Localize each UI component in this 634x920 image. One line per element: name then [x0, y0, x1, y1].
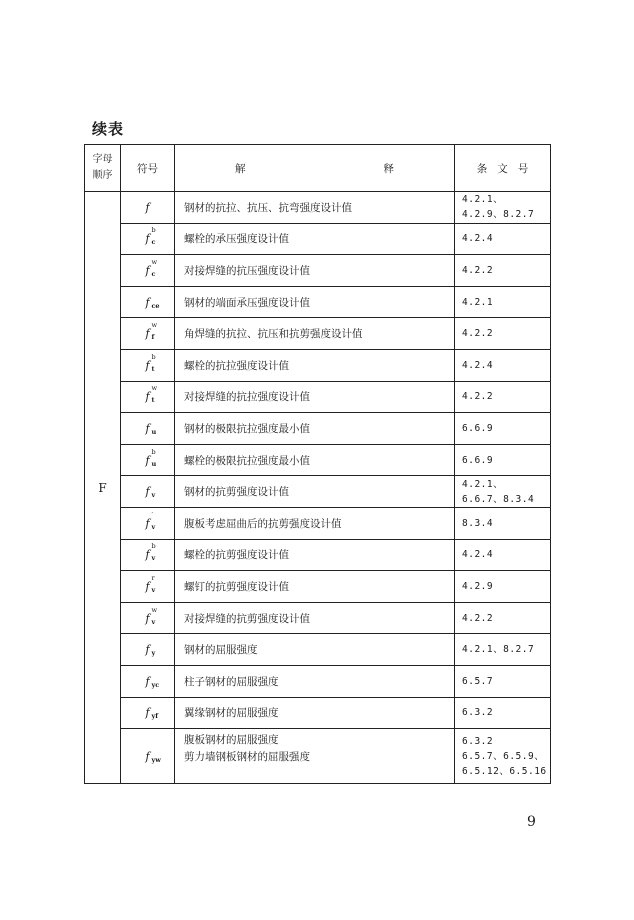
symbol-subscript: v [151, 491, 156, 500]
article-number-cell: 8.3.4 [455, 507, 551, 539]
table-row [85, 602, 551, 634]
article-number-cell: 4.2.1 [455, 286, 551, 318]
table-row [85, 255, 551, 287]
symbol-glyph: f b t [145, 352, 156, 373]
symbol-cell [121, 192, 175, 224]
header-article-number: 条文号 [455, 145, 551, 192]
table-row [85, 444, 551, 476]
symbol-subscript: v [151, 554, 156, 563]
symbol-subscript: yf [151, 712, 159, 721]
symbol-subscript: ce [151, 301, 160, 310]
table-row [85, 413, 551, 445]
symbol-superscript: w [151, 321, 158, 330]
symbol-glyph: f w v [145, 605, 158, 626]
article-number-cell: 4.2.1、 6.6.7、8.3.4 [455, 476, 551, 508]
symbol-subscript: c [151, 238, 156, 247]
symbol-cell [121, 634, 175, 666]
table-row [85, 192, 551, 224]
symbol-superscript: w [151, 257, 158, 266]
explanation-cell: 钢材的抗剪强度设计值 [175, 476, 455, 508]
article-number-cell: 6.3.2 [455, 697, 551, 729]
article-number-cell: 4.2.9 [455, 571, 551, 603]
article-number-cell: 4.2.2 [455, 255, 551, 287]
article-number-cell: 4.2.4 [455, 539, 551, 571]
table-row [85, 539, 551, 571]
header-explanation: 解 释 [175, 145, 455, 192]
symbol-glyph: f ′ v [145, 510, 156, 531]
symbol-superscript: b [151, 226, 156, 235]
symbol-glyph: f yc [145, 674, 160, 689]
symbol-glyph: f yw [145, 749, 161, 764]
symbol-subscript: yw [151, 755, 161, 764]
explanation-cell: 钢材的屈服强度 [175, 634, 455, 666]
explanation-cell: 钢材的端面承压强度设计值 [175, 286, 455, 318]
symbol-subscript: u [151, 459, 157, 468]
explanation-cell: 对接焊缝的抗剪强度设计值 [175, 602, 455, 634]
symbol-cell [121, 476, 175, 508]
symbol-cell [121, 286, 175, 318]
table-row [85, 697, 551, 729]
symbol-glyph: f w c [145, 257, 158, 278]
table-row [85, 665, 551, 697]
symbol-glyph: f [145, 200, 150, 214]
table-row [85, 507, 551, 539]
symbol-cell [121, 602, 175, 634]
symbol-cell [121, 571, 175, 603]
symbol-cell [121, 444, 175, 476]
symbol-cell [121, 697, 175, 729]
symbol-cell [121, 507, 175, 539]
explanation-cell: 对接焊缝的抗压强度设计值 [175, 255, 455, 287]
symbol-cell [121, 223, 175, 255]
explanation-cell: 角焊缝的抗拉、抗压和抗剪强度设计值 [175, 318, 455, 350]
table-header-row [85, 145, 551, 192]
article-number-cell: 4.2.2 [455, 602, 551, 634]
explanation-cell: 腹板钢材的屈服强度 剪力墙钢板钢材的屈服强度 [175, 729, 455, 784]
table-row [85, 729, 551, 784]
symbol-subscript: v [151, 585, 156, 594]
symbol-superscript: b [151, 352, 156, 361]
symbol-subscript: t [151, 396, 155, 405]
symbol-cell [121, 381, 175, 413]
table-row [85, 318, 551, 350]
symbol-superscript: w [151, 384, 158, 393]
table-row [85, 223, 551, 255]
article-number-cell: 6.6.9 [455, 444, 551, 476]
symbol-glyph: f w t [145, 384, 158, 405]
table-row [85, 381, 551, 413]
explanation-cell: 对接焊缝的抗拉强度设计值 [175, 381, 455, 413]
symbol-table [84, 144, 551, 784]
symbol-cell [121, 729, 175, 784]
explanation-cell: 螺栓的抗剪强度设计值 [175, 539, 455, 571]
symbol-glyph: f b v [145, 542, 156, 563]
symbol-subscript: yc [151, 680, 160, 689]
table-row [85, 571, 551, 603]
symbol-subscript: v [151, 522, 156, 531]
header-letter-order: 字母 顺序 [85, 145, 121, 192]
symbol-subscript: u [151, 427, 157, 436]
symbol-superscript: w [151, 605, 158, 614]
explanation-cell: 钢材的极限抗拉强度最小值 [175, 413, 455, 445]
symbol-glyph: f u [145, 421, 157, 436]
symbol-superscript: b [151, 542, 156, 551]
symbol-cell [121, 539, 175, 571]
header-symbol: 符号 [121, 145, 175, 192]
symbol-subscript: v [151, 617, 156, 626]
symbol-glyph: f w f [145, 321, 158, 342]
explanation-cell: 翼缘钢材的屈服强度 [175, 697, 455, 729]
article-number-cell: 6.6.9 [455, 413, 551, 445]
table-row [85, 634, 551, 666]
symbol-cell [121, 413, 175, 445]
article-number-cell: 4.2.1、 4.2.9、8.2.7 [455, 192, 551, 224]
explanation-cell: 螺栓的抗拉强度设计值 [175, 349, 455, 381]
page-number: 9 [527, 814, 536, 830]
table-row [85, 349, 551, 381]
symbol-subscript: y [151, 649, 156, 658]
explanation-cell: 钢材的抗拉、抗压、抗弯强度设计值 [175, 192, 455, 224]
symbol-subscript: f [151, 333, 155, 342]
table-row [85, 476, 551, 508]
symbol-glyph: f b c [145, 226, 156, 247]
article-number-cell: 4.2.1、8.2.7 [455, 634, 551, 666]
article-number-cell: 4.2.4 [455, 349, 551, 381]
article-number-cell: 6.5.7 [455, 665, 551, 697]
symbol-superscript: b [151, 447, 156, 456]
symbol-superscript: r [151, 573, 155, 582]
table-body [85, 192, 551, 784]
symbol-glyph: f b u [145, 447, 157, 468]
symbol-cell [121, 349, 175, 381]
symbol-cell [121, 255, 175, 287]
symbol-glyph: f ce [145, 295, 160, 310]
table-continuation-title: 续表 [92, 120, 125, 138]
article-number-cell: 4.2.2 [455, 318, 551, 350]
article-number-cell: 4.2.4 [455, 223, 551, 255]
article-number-cell: 6.3.2 6.5.7、6.5.9、 6.5.12、6.5.16 [455, 729, 551, 784]
symbol-subscript: t [151, 364, 155, 373]
symbol-cell [121, 318, 175, 350]
letter-group-cell: F [85, 192, 121, 784]
explanation-cell: 腹板考虑屈曲后的抗剪强度设计值 [175, 507, 455, 539]
symbol-glyph: f v [145, 485, 156, 500]
symbol-cell [121, 665, 175, 697]
explanation-cell: 螺钉的抗剪强度设计值 [175, 571, 455, 603]
explanation-cell: 柱子钢材的屈服强度 [175, 665, 455, 697]
symbol-glyph: f r v [145, 573, 156, 594]
article-number-cell: 4.2.2 [455, 381, 551, 413]
explanation-cell: 螺栓的极限抗拉强度最小值 [175, 444, 455, 476]
table-row [85, 286, 551, 318]
symbol-glyph: f yf [145, 706, 159, 721]
symbol-glyph: f y [145, 643, 156, 658]
symbol-subscript: c [151, 269, 156, 278]
symbol-superscript: ′ [151, 510, 153, 519]
explanation-cell: 螺栓的承压强度设计值 [175, 223, 455, 255]
